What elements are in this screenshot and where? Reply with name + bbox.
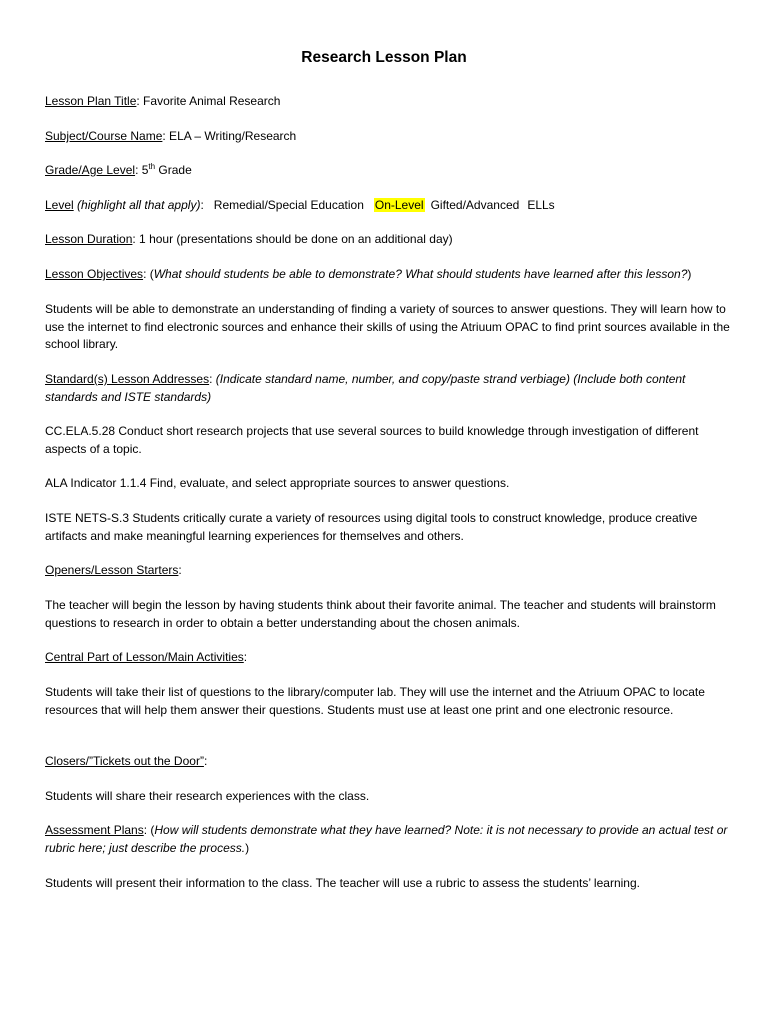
central-colon: : [243,650,248,664]
level-hint: (highlight all that apply) [77,198,201,212]
subject-line [45,128,730,146]
standards-colon: : [209,372,216,386]
assessment-label: Assessment Plans [45,823,144,837]
openers-body: The teacher will begin the lesson by having students think about their favorite animal. The teacher and students will brainstorm questions to research in order to obtain a better understanding about the chosen animals. [45,598,716,630]
duration-line [45,231,730,249]
closers-label: Closers/”Tickets out the Door” [45,754,204,768]
assessment-hint: How will students demonstrate what they have learned? Note: it is not necessary to provide an actual test or rubric here; just describe the process. [45,823,728,855]
closers-body: Students will share their research experiences with the class. [45,789,370,803]
objectives-heading [45,266,730,284]
standard-iste: ISTE NETS-S.3 Students critically curate a variety of resources using digital tools to construct knowledge, produce creative artifacts and make meaningful learning experiences for themselves and others. [45,511,698,543]
duration-label: Lesson Duration [45,232,133,246]
standard-ala: ALA Indicator 1.1.4 Find, evaluate, and select appropriate sources to answer questions. [45,476,510,490]
level-option-on-level: On-Level [374,198,424,212]
grade-value: : 5 [135,163,149,177]
standards-hint: (Indicate standard name, number, and copy/paste strand verbiage) (Include both content standards and ISTE standards) [45,372,686,404]
assessment-open: : ( [143,823,155,837]
lesson-title-value: : Favorite Animal Research [136,94,281,108]
assessment-heading [45,822,730,857]
objectives-open: : ( [143,267,154,281]
objectives-hint: What should students be able to demonstrate? What should students have learned after this lesson? [153,267,688,281]
lesson-title-label: Lesson Plan Title [45,94,137,108]
objectives-body: Students will be able to demonstrate an understanding of finding a variety of sources to answer questions. They will learn how to use the internet to find electronic sources and enhance their skills of using the Atriuum OPAC to find print sources available in the school library. [45,302,730,351]
closers-heading [45,753,730,771]
level-colon: : [200,198,204,212]
openers-heading [45,562,730,580]
subject-label: Subject/Course Name [45,129,163,143]
openers-label: Openers/Lesson Starters [45,563,179,577]
central-heading [45,649,730,667]
grade-suffix: Grade [155,163,192,177]
closers-colon: : [203,754,208,768]
openers-colon: : [178,563,182,577]
level-line [45,197,730,215]
central-label: Central Part of Lesson/Main Activities [45,650,244,664]
grade-line [45,162,730,180]
assessment-close: ) [245,840,250,855]
grade-label: Grade/Age Level [45,163,136,177]
grade-superscript: th [148,162,156,171]
standards-label: Standard(s) Lesson Addresses [45,372,210,386]
standard-cc-ela: CC.ELA.5.28 Conduct short research projects that use several sources to build knowledge through investigation of different aspects of a topic. [45,424,699,456]
objectives-label: Lesson Objectives [45,267,144,281]
subject-value: : ELA – Writing/Research [162,129,297,143]
level-option-remedial: Remedial/Special Education [213,198,364,212]
page-title: Research Lesson Plan [301,49,467,66]
level-option-gifted: Gifted/Advanced [430,198,520,212]
lesson-title-line [45,93,730,111]
central-body: Students will take their list of questions to the library/computer lab. They will use the internet and the Atriuum OPAC to locate resources that will help them answer their questions. Students must use at least one print and one electronic resource. [45,685,705,717]
assessment-body: Students will present their information to the class. The teacher will use a rubric to assess the students’ learning. [45,876,640,890]
level-option-ells: ELLs [527,198,555,212]
level-label: Level [45,198,74,212]
standards-heading [45,371,730,406]
duration-value: : 1 hour (presentations should be done on an additional day) [132,232,453,246]
objectives-close: ) [687,267,692,281]
